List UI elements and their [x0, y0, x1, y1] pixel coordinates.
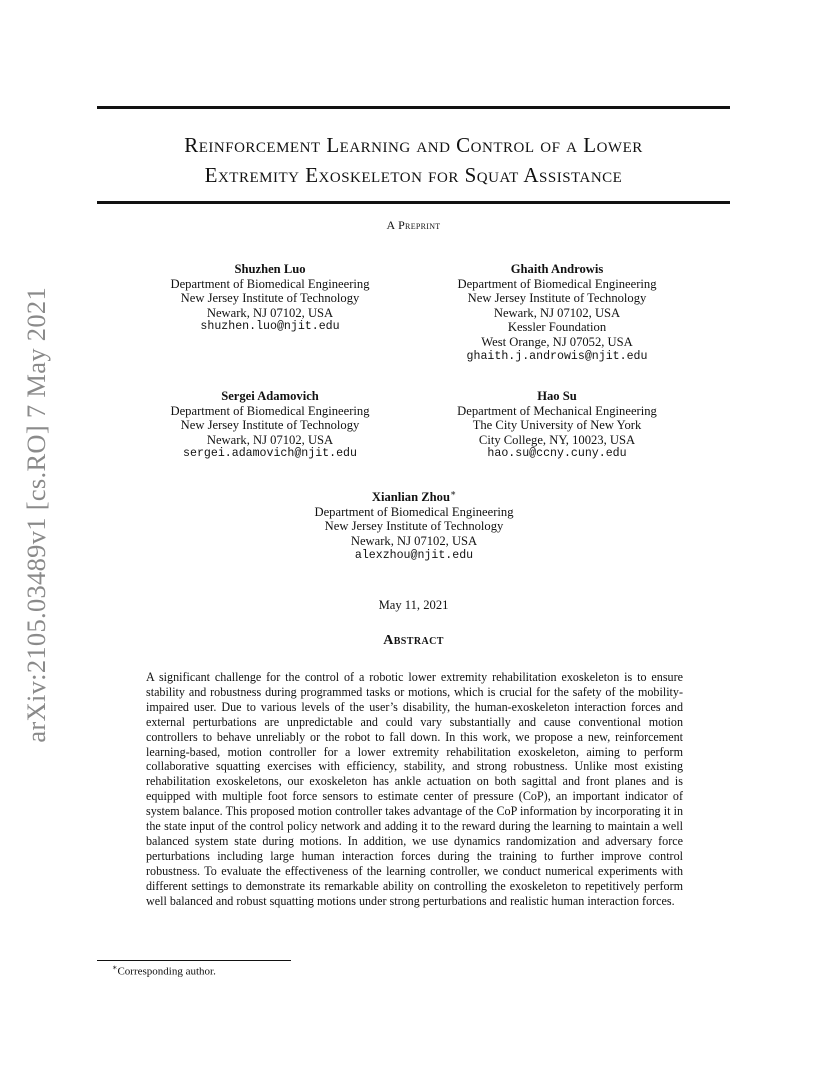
- author-affiliation-line: New Jersey Institute of Technology: [180, 291, 360, 306]
- author-affiliation-line: Department of Biomedical Engineering: [170, 276, 370, 291]
- arxiv-identifier-text: arXiv:2105.03489v1 [cs.RO] 7 May 2021: [20, 287, 51, 743]
- author-name-line: [274, 486, 554, 505]
- author-block: [130, 262, 410, 335]
- publication-date: May 11, 2021: [378, 598, 449, 612]
- author-block: [417, 389, 697, 462]
- author-affiliation-line: Department of Biomedical Engineering: [457, 276, 657, 291]
- author-affiliation-line: Kessler Foundation: [507, 320, 607, 335]
- author-name: Shuzhen Luo: [234, 262, 306, 276]
- author-affiliation-line: Newark, NJ 07102, USA: [350, 533, 478, 548]
- author-affiliation-line: West Orange, NJ 07052, USA: [481, 334, 633, 349]
- author-affiliation-line: New Jersey Institute of Technology: [180, 418, 360, 433]
- author-affiliation-line: Newark, NJ 07102, USA: [206, 305, 334, 320]
- author-block: [274, 486, 554, 563]
- author-email: ghaith.j.androwis@njit.edu: [466, 349, 648, 363]
- author-affiliation-line: Department of Biomedical Engineering: [170, 403, 370, 418]
- author-affiliation-line: Department of Biomedical Engineering: [314, 504, 514, 519]
- corresponding-author-mark: ∗: [449, 488, 457, 498]
- abstract-text: A significant challenge for the control of a robotic lower extremity rehabilitation exoskeleton is to ensure stability and robustness during programmed tasks or motions, which is crucial for the safety of the mobility-impaired user. Due to various levels of the user’s disability, the human-exoskeleton interaction forces and external perturbations are unpredictable and could vary substantially and cause conventional motion controllers to behave unreliably or the robot to fall down. In this work, we propose a new, reinforcement learning-based, motion controller for a lower extremity rehabilitation exoskeleton, aiming to perform collaborative squatting exercises with efficiency, stability, and strong robustness. Unlike most existing rehabilitation exoskeletons, our exoskeleton has ankle actuation on both sagittal and front planes and is equipped with multiple foot force sensors to estimate center of pressure (CoP), an important indicator of system balance. This proposed motion controller takes advantage of the CoP information by incorporating it in the state input of the control policy network and adding it to the reward during the learning to maintain a well balanced system state during motions. In addition, we use dynamics randomization and adversary force perturbations including large human interaction forces during the training to further improve control robustness. To evaluate the effectiveness of the learning controller, we conduct numerical experiments with different settings to demonstrate its remarkable ability on controlling the exoskeleton to repetitively perform well balanced and robust squatting motions under strong perturbations and realistic human interaction forces.: [146, 670, 683, 908]
- author-affiliation-line: City College, NY, 10023, USA: [478, 432, 636, 447]
- author-name: Ghaith Androwis: [510, 262, 604, 276]
- author-affiliation-line: The City University of New York: [472, 418, 642, 433]
- author-email: sergei.adamovich@njit.edu: [183, 447, 357, 461]
- footnote-mark: ∗: [112, 963, 118, 972]
- title-top-rule: [97, 106, 730, 109]
- arxiv-identifier: [14, 270, 58, 760]
- title-bottom-rule: [97, 201, 730, 204]
- preprint-label: A Preprint: [386, 218, 441, 232]
- author-affiliation-line: Newark, NJ 07102, USA: [206, 432, 334, 447]
- title-line-1: Reinforcement Learning and Control of a Lower: [184, 133, 643, 157]
- author-block: [130, 389, 410, 462]
- author-affiliation-line: New Jersey Institute of Technology: [324, 519, 504, 534]
- abstract-heading: Abstract: [383, 633, 444, 648]
- author-affiliation-line: Newark, NJ 07102, USA: [493, 305, 621, 320]
- paper-title: [97, 130, 730, 190]
- footnote-rule: [97, 960, 291, 961]
- footnote-text: Corresponding author.: [117, 965, 216, 978]
- footnote: [112, 963, 216, 978]
- author-name: Hao Su: [537, 389, 577, 403]
- author-email: alexzhou@njit.edu: [354, 548, 474, 562]
- author-email: hao.su@ccny.cuny.edu: [487, 447, 627, 461]
- author-name: Xianlian Zhou: [371, 490, 450, 505]
- author-block: [417, 262, 697, 364]
- author-email: shuzhen.luo@njit.edu: [200, 320, 340, 334]
- title-line-2: Extremity Exoskeleton for Squat Assistance: [204, 163, 623, 187]
- author-name: Sergei Adamovich: [221, 389, 319, 403]
- author-affiliation-line: Department of Mechanical Engineering: [457, 403, 657, 418]
- author-affiliation-line: New Jersey Institute of Technology: [467, 291, 647, 306]
